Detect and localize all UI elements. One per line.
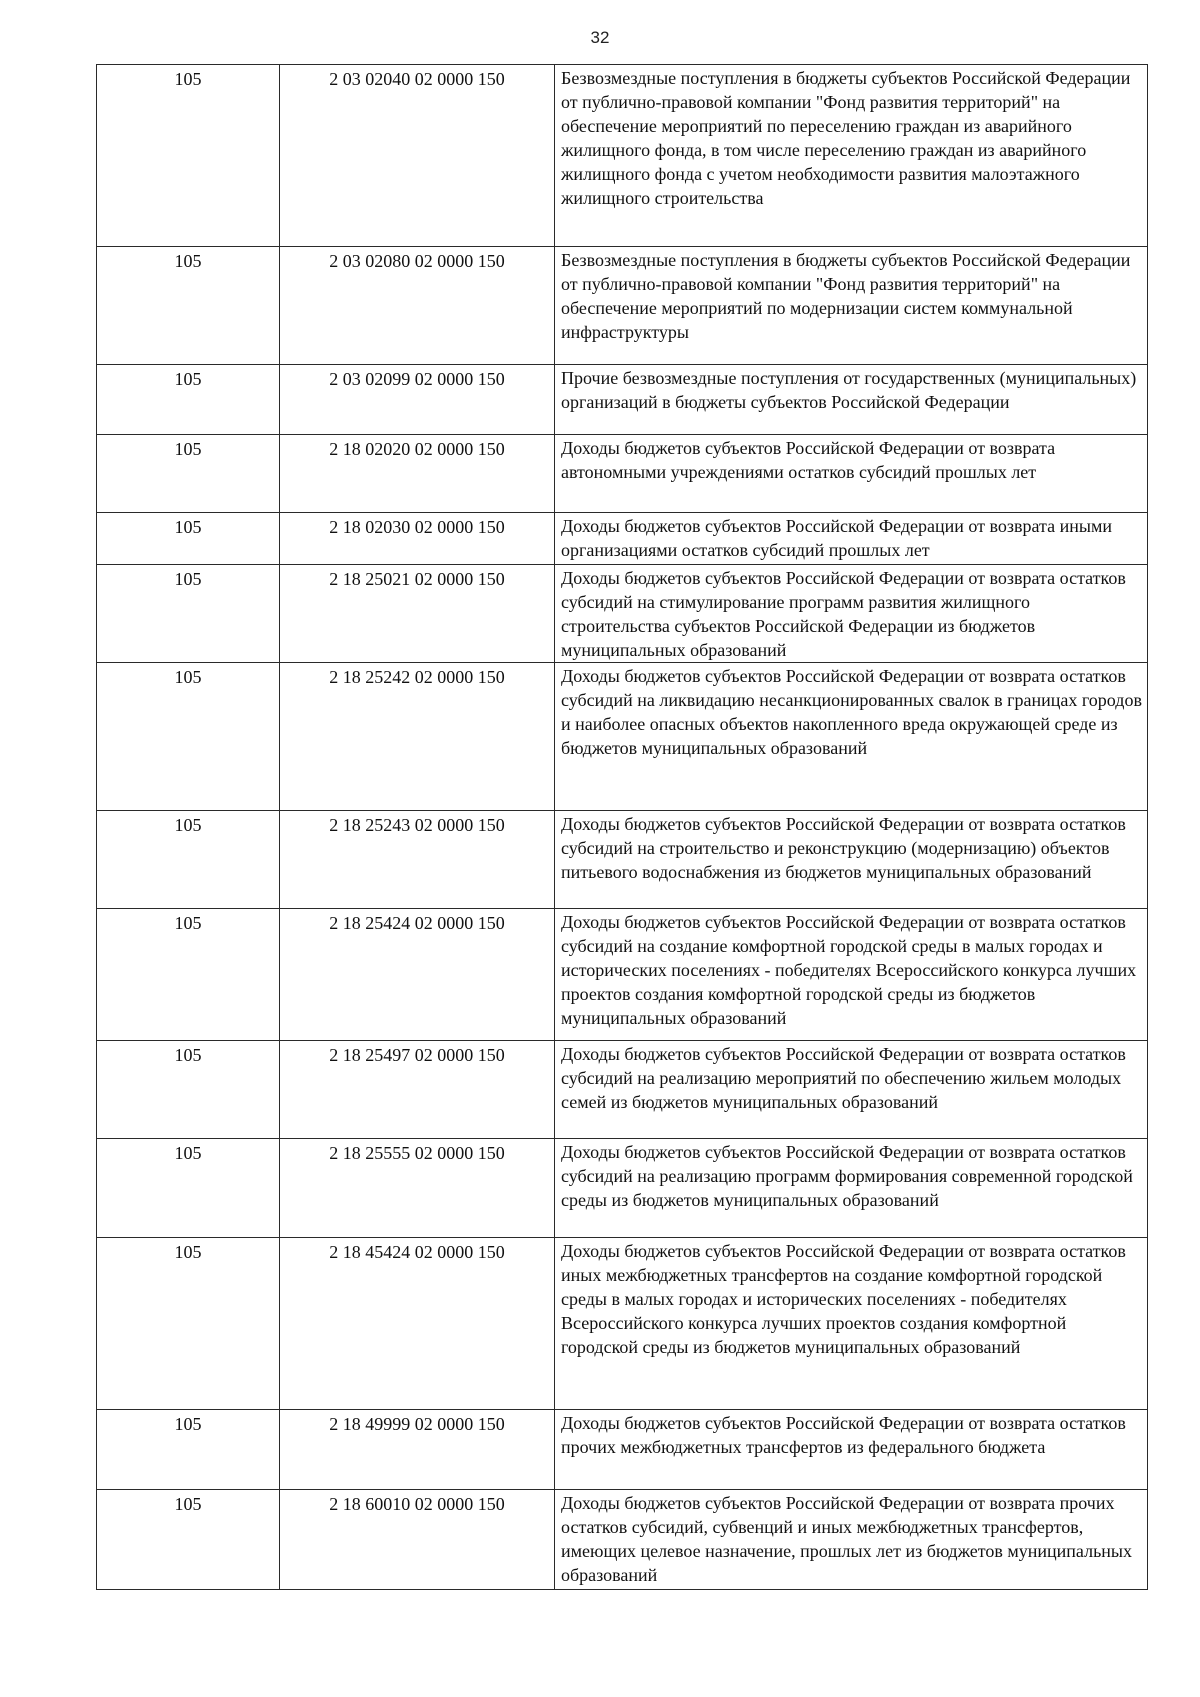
revenue-name-cell: Доходы бюджетов субъектов Российской Федерации от возврата остатков иных межбюджетных трансфертов на создание комфортной городской среды в малых городах и исторических поселениях - победителях Всероссийского конкурса лучших проектов создания комфортной городской среды из бюджетов муниципальных образований (555, 1238, 1148, 1410)
budget-code-cell: 2 18 49999 02 0000 150 (280, 1410, 555, 1490)
budget-code-cell: 2 03 02099 02 0000 150 (280, 365, 555, 435)
revenue-name-cell: Прочие безвозмездные поступления от государственных (муниципальных) организаций в бюджеты субъектов Российской Федерации (555, 365, 1148, 435)
revenue-name-cell: Доходы бюджетов субъектов Российской Федерации от возврата остатков субсидий на ликвидацию несанкционированных свалок в границах городов и наиболее опасных объектов накопленного вреда окружающей среде из бюджетов муниципальных образований (555, 663, 1148, 811)
admin-code-cell: 105 (97, 1041, 280, 1139)
table-row (97, 247, 1148, 365)
revenue-name-cell: Доходы бюджетов субъектов Российской Федерации от возврата остатков субсидий на реализацию мероприятий по обеспечению жильем молодых семей из бюджетов муниципальных образований (555, 1041, 1148, 1139)
budget-code-cell: 2 18 25497 02 0000 150 (280, 1041, 555, 1139)
revenue-name-cell: Безвозмездные поступления в бюджеты субъектов Российской Федерации от публично-правовой компании "Фонд развития территорий" на обеспечение мероприятий по переселению граждан из аварийного жилищного фонда, в том числе переселению граждан из аварийного жилищного фонда с учетом необходимости развития малоэтажного жилищного строительства (555, 65, 1148, 247)
budget-code-cell: 2 18 25021 02 0000 150 (280, 565, 555, 663)
table-row (97, 1041, 1148, 1139)
revenue-name-cell: Доходы бюджетов субъектов Российской Федерации от возврата остатков прочих межбюджетных трансфертов из федерального бюджета (555, 1410, 1148, 1490)
budget-code-cell: 2 18 25242 02 0000 150 (280, 663, 555, 811)
table-row (97, 435, 1148, 513)
admin-code-cell: 105 (97, 435, 280, 513)
revenue-codes-table (96, 64, 1148, 1590)
budget-code-cell: 2 18 60010 02 0000 150 (280, 1490, 555, 1590)
admin-code-cell: 105 (97, 1490, 280, 1590)
revenue-name-cell: Доходы бюджетов субъектов Российской Федерации от возврата автономными учреждениями остатков субсидий прошлых лет (555, 435, 1148, 513)
budget-code-cell: 2 18 02020 02 0000 150 (280, 435, 555, 513)
table-row (97, 565, 1148, 663)
revenue-name-cell: Доходы бюджетов субъектов Российской Федерации от возврата остатков субсидий на стимулирование программ развития жилищного строительства субъектов Российской Федерации из бюджетов муниципальных образований (555, 565, 1148, 663)
admin-code-cell: 105 (97, 811, 280, 909)
budget-code-cell: 2 18 02030 02 0000 150 (280, 513, 555, 565)
table-row (97, 1490, 1148, 1590)
table-row (97, 1238, 1148, 1410)
admin-code-cell: 105 (97, 663, 280, 811)
table-row (97, 513, 1148, 565)
admin-code-cell: 105 (97, 513, 280, 565)
table-row (97, 65, 1148, 247)
budget-code-cell: 2 18 25243 02 0000 150 (280, 811, 555, 909)
revenue-name-cell: Безвозмездные поступления в бюджеты субъектов Российской Федерации от публично-правовой компании "Фонд развития территорий" на обеспечение мероприятий по модернизации систем коммунальной инфраструктуры (555, 247, 1148, 365)
revenue-name-cell: Доходы бюджетов субъектов Российской Федерации от возврата остатков субсидий на строительство и реконструкцию (модернизацию) объектов питьевого водоснабжения из бюджетов муниципальных образований (555, 811, 1148, 909)
admin-code-cell: 105 (97, 909, 280, 1041)
admin-code-cell: 105 (97, 1410, 280, 1490)
table-row (97, 811, 1148, 909)
budget-code-cell: 2 18 25555 02 0000 150 (280, 1139, 555, 1238)
table-row (97, 1139, 1148, 1238)
table-row (97, 365, 1148, 435)
admin-code-cell: 105 (97, 1139, 280, 1238)
revenue-name-cell: Доходы бюджетов субъектов Российской Федерации от возврата остатков субсидий на создание комфортной городской среды в малых городах и исторических поселениях - победителях Всероссийского конкурса лучших проектов создания комфортной городской среды из бюджетов муниципальных образований (555, 909, 1148, 1041)
admin-code-cell: 105 (97, 1238, 280, 1410)
admin-code-cell: 105 (97, 247, 280, 365)
admin-code-cell: 105 (97, 365, 280, 435)
budget-code-cell: 2 03 02080 02 0000 150 (280, 247, 555, 365)
revenue-name-cell: Доходы бюджетов субъектов Российской Федерации от возврата прочих остатков субсидий, субвенций и иных межбюджетных трансфертов, имеющих целевое назначение, прошлых лет из бюджетов муниципальных образований (555, 1490, 1148, 1590)
admin-code-cell: 105 (97, 565, 280, 663)
table-row (97, 663, 1148, 811)
revenue-name-cell: Доходы бюджетов субъектов Российской Федерации от возврата остатков субсидий на реализацию программ формирования современной городской среды из бюджетов муниципальных образований (555, 1139, 1148, 1238)
table-row (97, 1410, 1148, 1490)
budget-code-cell: 2 03 02040 02 0000 150 (280, 65, 555, 247)
admin-code-cell: 105 (97, 65, 280, 247)
budget-code-cell: 2 18 45424 02 0000 150 (280, 1238, 555, 1410)
page-number: 32 (590, 28, 610, 47)
budget-code-cell: 2 18 25424 02 0000 150 (280, 909, 555, 1041)
revenue-name-cell: Доходы бюджетов субъектов Российской Федерации от возврата иными организациями остатков субсидий прошлых лет (555, 513, 1148, 565)
table-row (97, 909, 1148, 1041)
